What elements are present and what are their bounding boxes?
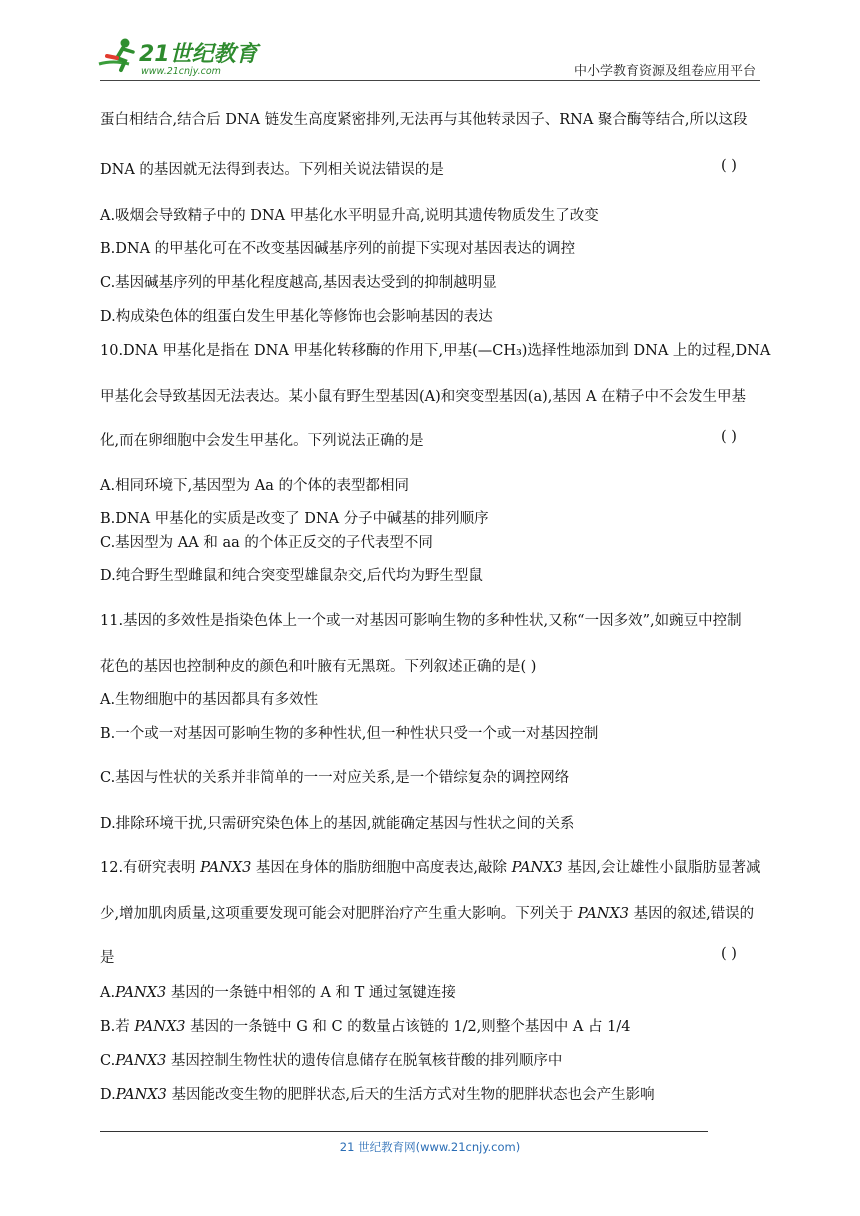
- gene-name: PANX3: [115, 1087, 167, 1103]
- text-line: [100, 946, 760, 967]
- logo-text: 21世纪教育: [139, 42, 258, 67]
- text-segment: B.一个或一对基因可影响生物的多种性状,但一种性状只受一个或一对基因控制: [100, 726, 599, 742]
- text-segment: 基因的一条链中 G 和 C 的数量占该链的 1/2,则整个基因中 A 占 1/4: [185, 1019, 631, 1035]
- footer-divider: [100, 1131, 708, 1132]
- text-segment: C.基因与性状的关系并非简单的一一对应关系,是一个错综复杂的调控网络: [100, 770, 570, 786]
- text-segment: 基因在身体的脂肪细胞中高度表达,敲除: [251, 860, 512, 876]
- gene-name: PANX3: [115, 1053, 167, 1069]
- text-segment: C.基因碱基序列的甲基化程度越高,基因表达受到的抑制越明显: [100, 275, 497, 291]
- text-line: [100, 812, 760, 833]
- text-line: [100, 722, 760, 743]
- text-line: [100, 531, 760, 552]
- answer-blank: ( ): [721, 158, 737, 174]
- text-line: [100, 158, 760, 179]
- text-line: [100, 564, 760, 585]
- text-line: [100, 507, 760, 528]
- header-platform-text: 中小学教育资源及组卷应用平台: [573, 64, 756, 79]
- text-segment: 基因,会让雄性小鼠脂肪显著减: [562, 860, 761, 876]
- gene-name: PANX3: [200, 860, 252, 876]
- text-line: [100, 609, 760, 630]
- text-line: [100, 237, 760, 258]
- site-logo: [95, 34, 270, 80]
- gene-name: PANX3: [511, 860, 563, 876]
- text-segment: 基因能改变生物的肥胖状态,后天的生活方式对生物的肥胖状态也会产生影响: [166, 1087, 655, 1103]
- text-segment: D.构成染色体的组蛋白发生甲基化等修饰也会影响基因的表达: [100, 309, 493, 325]
- text-line: [100, 1083, 760, 1104]
- text-line: [100, 204, 760, 225]
- text-segment: C.基因型为 AA 和 aa 的个体正反交的子代表型不同: [100, 535, 433, 551]
- text-segment: D.排除环境干扰,只需研究染色体上的基因,就能确定基因与性状之间的关系: [100, 816, 575, 832]
- text-line: [100, 1049, 760, 1070]
- text-segment: B.若: [100, 1019, 135, 1035]
- answer-blank: ( ): [721, 946, 737, 962]
- text-line: [100, 981, 760, 1002]
- text-line: [100, 339, 771, 360]
- text-segment: A.相同环境下,基因型为 Aa 的个体的表型都相同: [100, 478, 410, 494]
- text-segment: B.DNA 甲基化的实质是改变了 DNA 分子中碱基的排列顺序: [100, 511, 489, 527]
- text-segment: A.生物细胞中的基因都具有多效性: [100, 692, 319, 708]
- text-segment: C.: [100, 1053, 116, 1069]
- text-line: [100, 385, 760, 406]
- text-segment: B.DNA 的甲基化可在不改变基因碱基序列的前提下实现对基因表达的调控: [100, 241, 576, 257]
- text-segment: 化,而在卵细胞中会发生甲基化。下列说法正确的是: [100, 433, 424, 449]
- text-line: [100, 271, 760, 292]
- text-segment: 10.DNA 甲基化是指在 DNA 甲基化转移酶的作用下,甲基(—CH₃)选择性地添加到 DNA 上的过程,DNA: [100, 343, 771, 359]
- text-segment: 少,增加肌肉质量,这项重要发现可能会对肥胖治疗产生重大影响。下列关于: [100, 906, 578, 922]
- text-segment: 是: [100, 950, 115, 966]
- text-line: [100, 902, 760, 923]
- text-line: [100, 305, 760, 326]
- text-line: [100, 766, 760, 787]
- text-segment: A.: [100, 985, 116, 1001]
- text-segment: DNA 的基因就无法得到表达。下列相关说法错误的是: [100, 162, 444, 178]
- text-line: [100, 108, 760, 129]
- text-segment: 12.有研究表明: [100, 860, 201, 876]
- text-segment: 基因的叙述,错误的: [628, 906, 755, 922]
- text-line: [100, 474, 760, 495]
- text-line: [100, 688, 760, 709]
- gene-name: PANX3: [134, 1019, 186, 1035]
- text-segment: 基因的一条链中相邻的 A 和 T 通过氢键连接: [166, 985, 456, 1001]
- text-segment: D.: [100, 1087, 116, 1103]
- text-line: [100, 856, 760, 877]
- answer-blank: ( ): [721, 429, 737, 445]
- text-line: [100, 429, 760, 450]
- text-segment: D.纯合野生型雌鼠和纯合突变型雄鼠杂交,后代均为野生型鼠: [100, 568, 483, 584]
- footer-text[interactable]: 21 世纪教育网(www.21cnjy.com): [339, 1140, 521, 1154]
- text-segment: 基因控制生物性状的遗传信息储存在脱氧核苷酸的排列顺序中: [166, 1053, 563, 1069]
- text-line: [100, 655, 760, 676]
- gene-name: PANX3: [577, 906, 629, 922]
- text-line: [100, 1015, 760, 1036]
- text-segment: 11.基因的多效性是指染色体上一个或一对基因可影响生物的多种性状,又称“一因多效”,如豌豆中控制: [100, 613, 742, 629]
- text-segment: A.吸烟会导致精子中的 DNA 甲基化水平明显升高,说明其遗传物质发生了改变: [100, 208, 599, 224]
- text-segment: 蛋白相结合,结合后 DNA 链发生高度紧密排列,无法再与其他转录因子、RNA 聚合酶等结合,所以这段: [100, 112, 748, 128]
- gene-name: PANX3: [115, 985, 167, 1001]
- logo-url: www.21cnjy.com: [141, 66, 221, 77]
- header-divider: [100, 80, 760, 81]
- text-segment: 甲基化会导致基因无法表达。某小鼠有野生型基因(A)和突变型基因(a),基因 A 在精子中不会发生甲基: [100, 389, 747, 405]
- text-segment: 花色的基因也控制种皮的颜色和叶腋有无黑斑。下列叙述正确的是( ): [100, 659, 537, 675]
- runner-logo-icon: [95, 34, 270, 80]
